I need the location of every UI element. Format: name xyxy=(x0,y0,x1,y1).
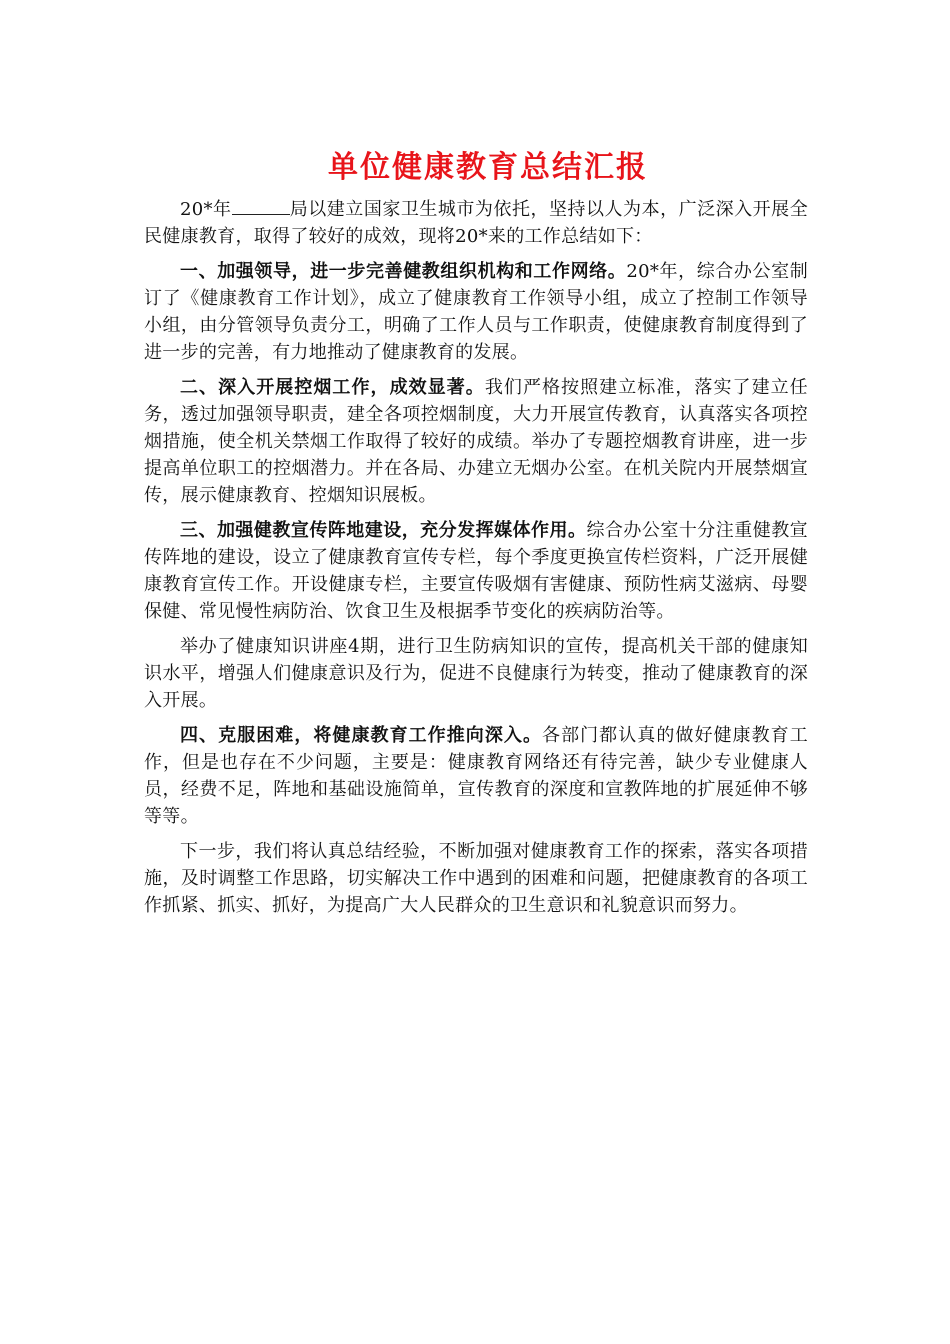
lecture-paragraph xyxy=(144,633,808,714)
document-page xyxy=(144,130,808,927)
intro-paragraph xyxy=(144,196,808,250)
section-heading-3: 三、加强健教宣传阵地建设，充分发挥媒体作用。 xyxy=(180,520,587,541)
intro-year: 20*年 xyxy=(180,199,232,220)
next-steps-body: 下一步，我们将认真总结经验，不断加强对健康教育工作的探索，落实各项措施，及时调整工作思路，切实解决工作中遇到的困难和问题，把健康教育的各项工作抓紧、抓实、抓好，为提高广大人民群众的卫生意识和礼貌意识而努力。 xyxy=(144,841,808,916)
section-heading-2: 二、深入开展控烟工作，成效显著。 xyxy=(180,377,485,398)
section-body-2: 我们严格按照建立标准，落实了建立任务，透过加强领导职责，建全各项控烟制度，大力开展宣传教育，认真落实各项控烟措施，使全机关禁烟工作取得了较好的成绩。举办了专题控烟教育讲座，进一步提高单位职工的控烟潜力。并在各局、办建立无烟办公室。在机关院内开展禁烟宣传，展示健康教育、控烟知识展板。 xyxy=(144,377,808,506)
section-heading-4: 四、克服困难，将健康教育工作推向深入。 xyxy=(180,725,543,746)
intro-text: 局以建立国家卫生城市为依托，坚持以人为本，广泛深入开展全民健康教育，取得了较好的成效，现将20*来的工作总结如下： xyxy=(144,199,808,247)
section-body-4: 各部门都认真的做好健康教育工作，但是也存在不少问题，主要是：健康教育网络还有待完善，缺少专业健康人员，经费不足，阵地和基础设施简单，宣传教育的深度和宣教阵地的扩展延伸不够等等。 xyxy=(144,725,809,827)
next-steps-paragraph xyxy=(144,838,808,919)
document-title: 单位健康教育总结汇报 xyxy=(328,150,648,185)
section-paragraph-4 xyxy=(144,722,808,830)
section-heading-1: 一、加强领导，进一步完善健教组织机构和工作网络。 xyxy=(180,261,627,282)
section-body-3: 综合办公室十分注重健教宣传阵地的建设，设立了健康教育宣传专栏，每个季度更换宣传栏资料，广泛开展健康教育宣传工作。开设健康专栏，主要宣传吸烟有害健康、预防性病艾滋病、母婴保健、常见慢性病防治、饮食卫生及根据季节变化的疾病防治等。 xyxy=(144,520,808,622)
section-paragraph-1 xyxy=(144,258,808,366)
section-body-1: 20*年，综合办公室制订了《健康教育工作计划》，成立了健康教育工作领导小组，成立了控制工作领导小组，由分管领导负责分工，明确了工作人员与工作职责，使健康教育制度得到了进一步的完善，有力地推动了健康教育的发展。 xyxy=(144,261,808,363)
section-paragraph-3 xyxy=(144,517,808,625)
lecture-body: 举办了健康知识讲座4期，进行卫生防病知识的宣传，提高机关干部的健康知识水平，增强人们健康意识及行为，促进不良健康行为转变，推动了健康教育的深入开展。 xyxy=(144,636,808,711)
section-paragraph-2 xyxy=(144,374,808,509)
fill-in-blank xyxy=(232,198,290,215)
